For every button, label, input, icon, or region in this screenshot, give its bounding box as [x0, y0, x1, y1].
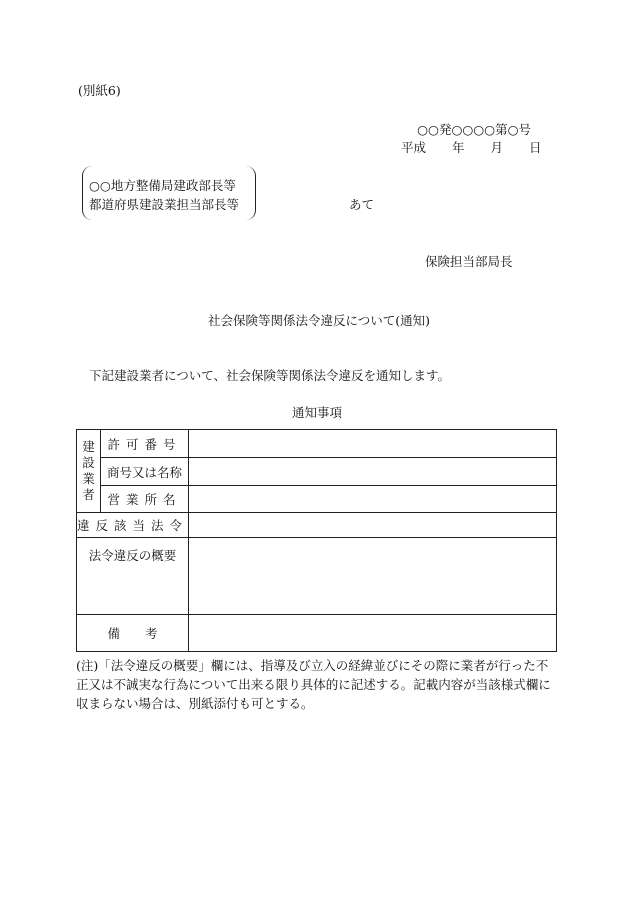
label-violation-summary: 法令違反の概要 — [77, 538, 189, 615]
attachment-label: (別紙6) — [78, 83, 121, 98]
section-title: 通知事項 — [292, 405, 343, 420]
field-trade-name[interactable] — [189, 458, 557, 486]
field-applicable-law[interactable] — [189, 513, 557, 538]
field-violation-summary[interactable] — [189, 538, 557, 615]
date-day: 日 — [529, 140, 542, 155]
label-license-number: 許可番号 — [101, 430, 189, 458]
field-license-number[interactable] — [189, 430, 557, 458]
recipient-1: ○○地方整備局建政部長等 — [89, 178, 236, 193]
label-office-name: 営業所名 — [101, 486, 189, 513]
notification-table — [76, 429, 557, 652]
recipient-2: 都道府県建設業担当部長等 — [89, 197, 240, 212]
body-text: 下記建設業者について、社会保険等関係法令違反を通知します。 — [89, 368, 451, 383]
document-number: ○○発○○○○第○号 — [417, 122, 531, 137]
date-line — [401, 142, 542, 155]
footnote: (注)「法令違反の概要」欄には、指導及び立入の経緯並びにその際に業者が行った不正又は不誠実な行為について出来る限り具体的に記述する。記載内容が当該様式欄に収まらない場合は、別紙添付も可とする。 — [76, 658, 551, 711]
date-month: 月 — [490, 140, 504, 155]
date-era: 平成 — [401, 140, 427, 155]
document-title: 社会保険等関係法令違反について(通知) — [208, 313, 431, 328]
label-remarks: 備 考 — [77, 615, 189, 652]
addressed-to: あて — [349, 197, 375, 212]
field-remarks[interactable] — [189, 615, 557, 652]
sender: 保険担当部局長 — [425, 254, 513, 269]
label-applicable-law: 違反該当法令 — [77, 513, 189, 538]
group-label-contractor: 建設業者 — [77, 430, 101, 513]
field-office-name[interactable] — [189, 486, 557, 513]
label-trade-name: 商号又は名称 — [101, 458, 189, 486]
date-year: 年 — [452, 140, 465, 155]
